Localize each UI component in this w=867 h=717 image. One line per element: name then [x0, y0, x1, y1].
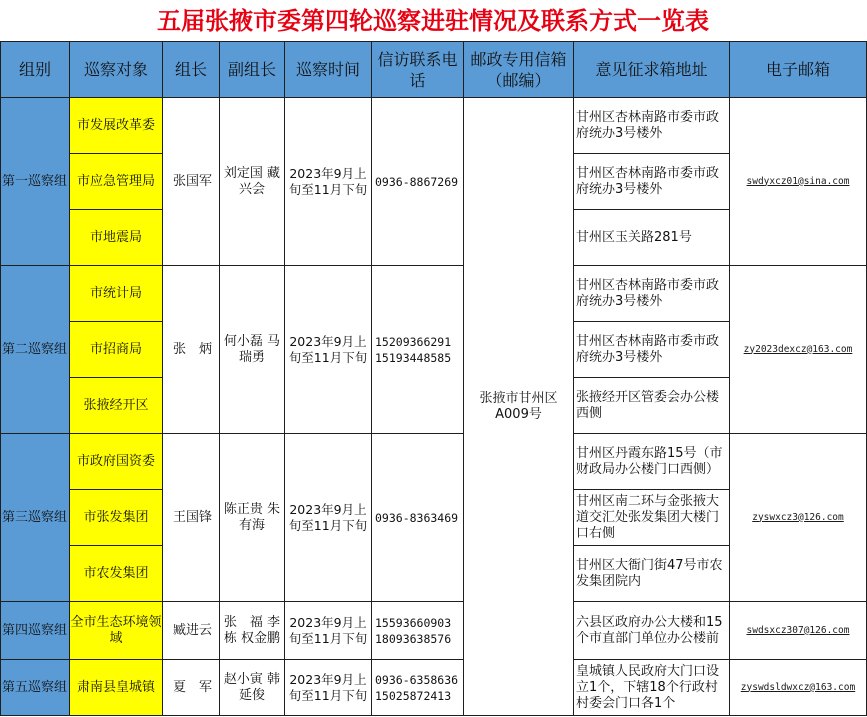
target-cell: 市招商局: [70, 322, 163, 378]
header-row: [1, 42, 867, 98]
phone-cell: 0936-6358636 15025872413: [372, 660, 464, 716]
email-cell[interactable]: [730, 602, 867, 660]
table-row: [1, 266, 867, 322]
header-deputy: 副组长: [220, 42, 285, 98]
address-cell: 甘州区杏林南路市委市政府统办3号楼外: [574, 266, 730, 322]
email-cell[interactable]: [730, 266, 867, 434]
header-phone: 信访联系电话: [372, 42, 464, 98]
email-cell[interactable]: [730, 98, 867, 266]
leader-cell: 张 炳: [163, 266, 220, 434]
deputy-cell: 刘定国 藏兴会: [220, 98, 285, 266]
header-group: 组别: [1, 42, 70, 98]
group-name: 第五巡察组: [1, 660, 70, 716]
table-row: [1, 434, 867, 490]
leader-cell: 王国锋: [163, 434, 220, 602]
target-cell: 市农发集团: [70, 546, 163, 602]
time-cell: 2023年9月上旬至11月下旬: [285, 660, 372, 716]
target-cell: 肃南县皇城镇: [70, 660, 163, 716]
deputy-cell: 赵小寅 韩延俊: [220, 660, 285, 716]
header-addr: 意见征求箱地址: [574, 42, 730, 98]
deputy-cell: 何小磊 马瑞勇: [220, 266, 285, 434]
time-cell: 2023年9月上旬至11月下旬: [285, 98, 372, 266]
header-leader: 组长: [163, 42, 220, 98]
group-name: 第三巡察组: [1, 434, 70, 602]
phone-cell: 0936-8363469: [372, 434, 464, 602]
group-name: 第四巡察组: [1, 602, 70, 660]
page-title: 五届张掖市委第四轮巡察进驻情况及联系方式一览表: [157, 7, 709, 35]
deputy-cell: 张 福 李 栋 权金鹏: [220, 602, 285, 660]
address-cell: 甘州区杏林南路市委市政府统办3号楼外: [574, 98, 730, 154]
target-cell: 全市生态环境领域: [70, 602, 163, 660]
phone-cell: 15593660903 18093638576: [372, 602, 464, 660]
leader-cell: 臧进云: [163, 602, 220, 660]
post-box-cell: 张掖市甘州区A009号: [464, 98, 574, 716]
address-cell: 甘州区大衙门街47号市农发集团院内: [574, 546, 730, 602]
table-row: [1, 98, 867, 154]
address-cell: 张掖经开区管委会办公楼西侧: [574, 378, 730, 434]
table-row: [1, 660, 867, 716]
email-link[interactable]: zyswdsldwxcz@163.com: [740, 681, 856, 693]
address-cell: 甘州区杏林南路市委市政府统办3号楼外: [574, 322, 730, 378]
header-email: 电子邮箱: [730, 42, 867, 98]
email-link[interactable]: zy2023dexcz@163.com: [743, 343, 853, 355]
email-link[interactable]: swdyxcz01@sina.com: [746, 175, 850, 187]
leader-cell: 夏 军: [163, 660, 220, 716]
header-target: 巡察对象: [70, 42, 163, 98]
table-row: [1, 602, 867, 660]
group-name: 第二巡察组: [1, 266, 70, 434]
address-cell: 六县区政府办公大楼和15个市直部门单位办公楼前: [574, 602, 730, 660]
target-cell: 市张发集团: [70, 490, 163, 546]
address-cell: 甘州区杏林南路市委市政府统办3号楼外: [574, 154, 730, 210]
address-cell: 皇城镇人民政府大门口设立1个，下辖18个行政村村委会门口各1个: [574, 660, 730, 716]
header-time: 巡察时间: [285, 42, 372, 98]
email-link[interactable]: swdsxcz307@126.com: [746, 624, 850, 636]
target-cell: 市应急管理局: [70, 154, 163, 210]
time-cell: 2023年9月上旬至11月下旬: [285, 266, 372, 434]
deputy-cell: 陈正贵 朱有海: [220, 434, 285, 602]
phone-cell: 15209366291 15193448585: [372, 266, 464, 434]
phone-cell: 0936-8867269: [372, 98, 464, 266]
time-cell: 2023年9月上旬至11月下旬: [285, 434, 372, 602]
target-cell: 市地震局: [70, 210, 163, 266]
address-cell: 甘州区南二环与金张掖大道交汇处张发集团大楼门口右侧: [574, 490, 730, 546]
email-cell[interactable]: [730, 434, 867, 602]
target-cell: 张掖经开区: [70, 378, 163, 434]
group-name: 第一巡察组: [1, 98, 70, 266]
address-cell: 甘州区玉关路281号: [574, 210, 730, 266]
target-cell: 市统计局: [70, 266, 163, 322]
target-cell: 市政府国资委: [70, 434, 163, 490]
target-cell: 市发展改革委: [70, 98, 163, 154]
email-cell[interactable]: [730, 660, 867, 716]
time-cell: 2023年9月上旬至11月下旬: [285, 602, 372, 660]
email-link[interactable]: zyswxcz3@126.com: [752, 511, 844, 523]
header-post: 邮政专用信箱（邮编）: [464, 42, 574, 98]
inspection-table: [0, 41, 867, 716]
leader-cell: 张国军: [163, 98, 220, 266]
address-cell: 甘州区丹霞东路15号（市财政局办公楼门口西侧）: [574, 434, 730, 490]
